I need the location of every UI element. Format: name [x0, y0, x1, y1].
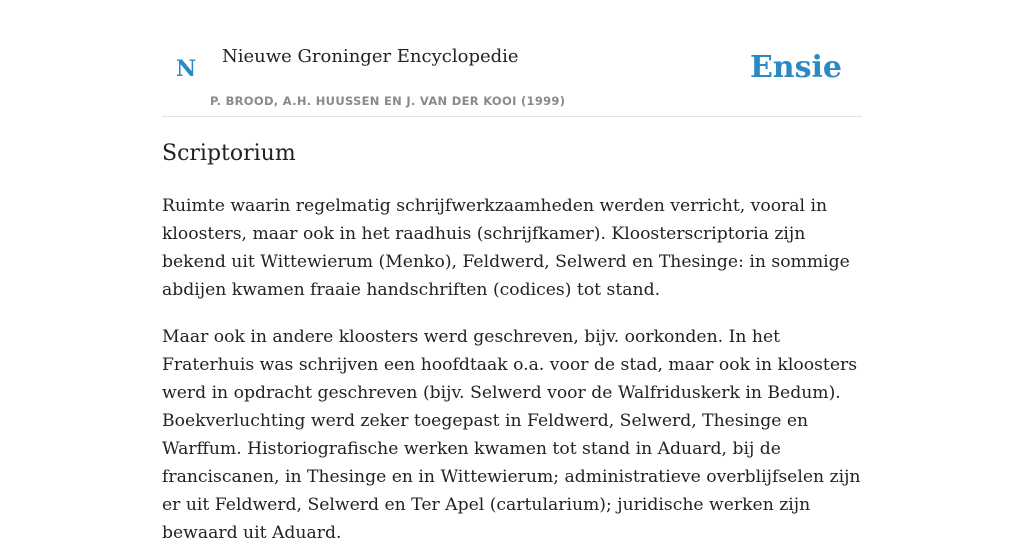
entry-content [162, 137, 862, 547]
entry-paragraph: Maar ook in andere kloosters werd geschreven, bijv. oorkonden. In het Fraterhuis was schrijven een hoofdtaak o.a. voor de stad, maar ook in kloosters werd in opdracht geschreven (bijv. Selwerd voor de Walfriduskerk in Bedum). Boekverluchting werd zeker toegepast in Feldwerd, Selwerd, Thesinge en Warffum. Historiografische werken kwamen tot stand in Aduard, bij de franciscanen, in Thesinge en in Wittewierum; administratieve overblijfselen zijn er uit Feldwerd, Selwerd en Ter Apel (cartularium); juridische werken zijn bewaard uit Aduard. [162, 327, 861, 543]
page-header [162, 0, 862, 117]
site-logo[interactable]: Ensie [749, 50, 842, 85]
book-logo[interactable]: N [176, 56, 197, 82]
entry-paragraph: Ruimte waarin regelmatig schrijfwerkzaamheden werden verricht, vooral in kloosters, maar ook in het raadhuis (schrijfkamer). Kloosterscriptoria zijn bekend uit Wittewierum (Menko), Feldwerd, Selwerd en Thesinge: in sommige abdijen kwamen fraaie handschriften (codices) tot stand. [162, 196, 850, 300]
book-title[interactable]: Nieuwe Groninger Encyclopedie [222, 46, 519, 67]
entry-title: Scriptorium [162, 141, 296, 166]
book-authors: P. BROOD, A.H. HUUSSEN EN J. VAN DER KOOI (1999) [210, 94, 566, 108]
